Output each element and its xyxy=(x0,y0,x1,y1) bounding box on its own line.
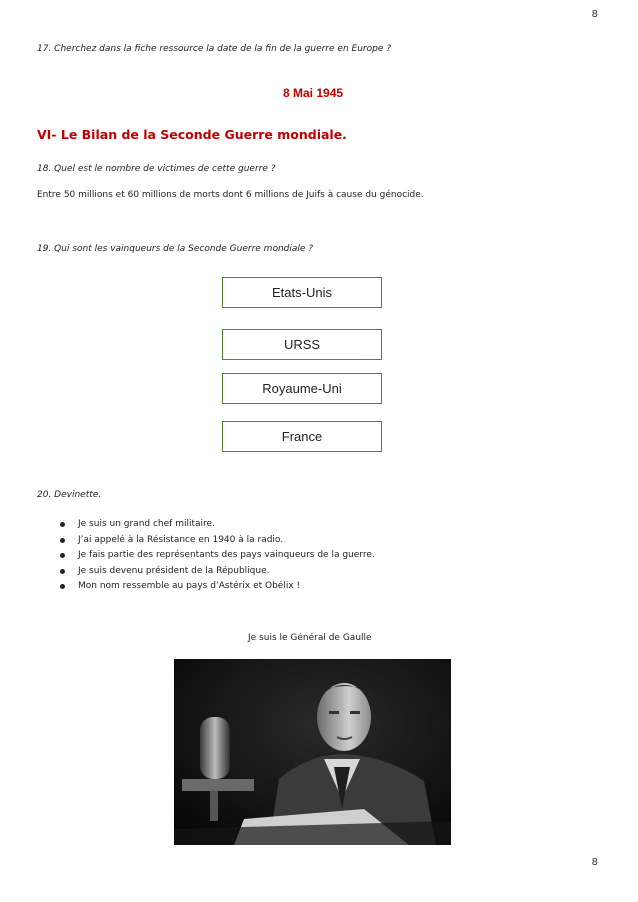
winner-box-france: France xyxy=(222,421,382,452)
answer-20: Je suis le Général de Gaulle xyxy=(248,633,372,643)
riddle-clue: J’ai appelé à la Résistance en 1940 à la radio. xyxy=(60,533,375,549)
section-title: VI- Le Bilan de la Seconde Guerre mondiale. xyxy=(37,127,347,142)
question-17: 17. Cherchez dans la fiche ressource la date de la fin de la guerre en Europe ? xyxy=(37,44,391,54)
riddle-clue: Mon nom ressemble au pays d’Astérix et Obélix ! xyxy=(60,579,375,595)
riddle-clue: Je suis un grand chef militaire. xyxy=(60,517,375,533)
photo-de-gaulle xyxy=(174,659,451,845)
bullet-icon xyxy=(60,522,65,527)
page-number-top: 8 xyxy=(591,9,598,20)
question-20: 20. Devinette. xyxy=(37,490,102,500)
riddle-clue: Je suis devenu président de la République. xyxy=(60,564,375,580)
page-number-bottom: 8 xyxy=(591,857,598,868)
bullet-icon xyxy=(60,569,65,574)
bullet-icon xyxy=(60,553,65,558)
answer-17-date: 8 Mai 1945 xyxy=(283,86,344,100)
winner-box-urss: URSS xyxy=(222,329,382,360)
riddle-clue-list xyxy=(60,517,375,595)
question-18: 18. Quel est le nombre de victimes de cette guerre ? xyxy=(37,164,276,174)
bullet-icon xyxy=(60,538,65,543)
question-19: 19. Qui sont les vainqueurs de la Seconde Guerre mondiale ? xyxy=(37,244,314,254)
winner-box-etats-unis: Etats-Unis xyxy=(222,277,382,308)
answer-18: Entre 50 millions et 60 millions de morts dont 6 millions de Juifs à cause du génocide. xyxy=(37,190,424,200)
riddle-clue: Je fais partie des représentants des pays vainqueurs de la guerre. xyxy=(60,548,375,564)
bullet-icon xyxy=(60,584,65,589)
winner-box-royaume-uni: Royaume-Uni xyxy=(222,373,382,404)
